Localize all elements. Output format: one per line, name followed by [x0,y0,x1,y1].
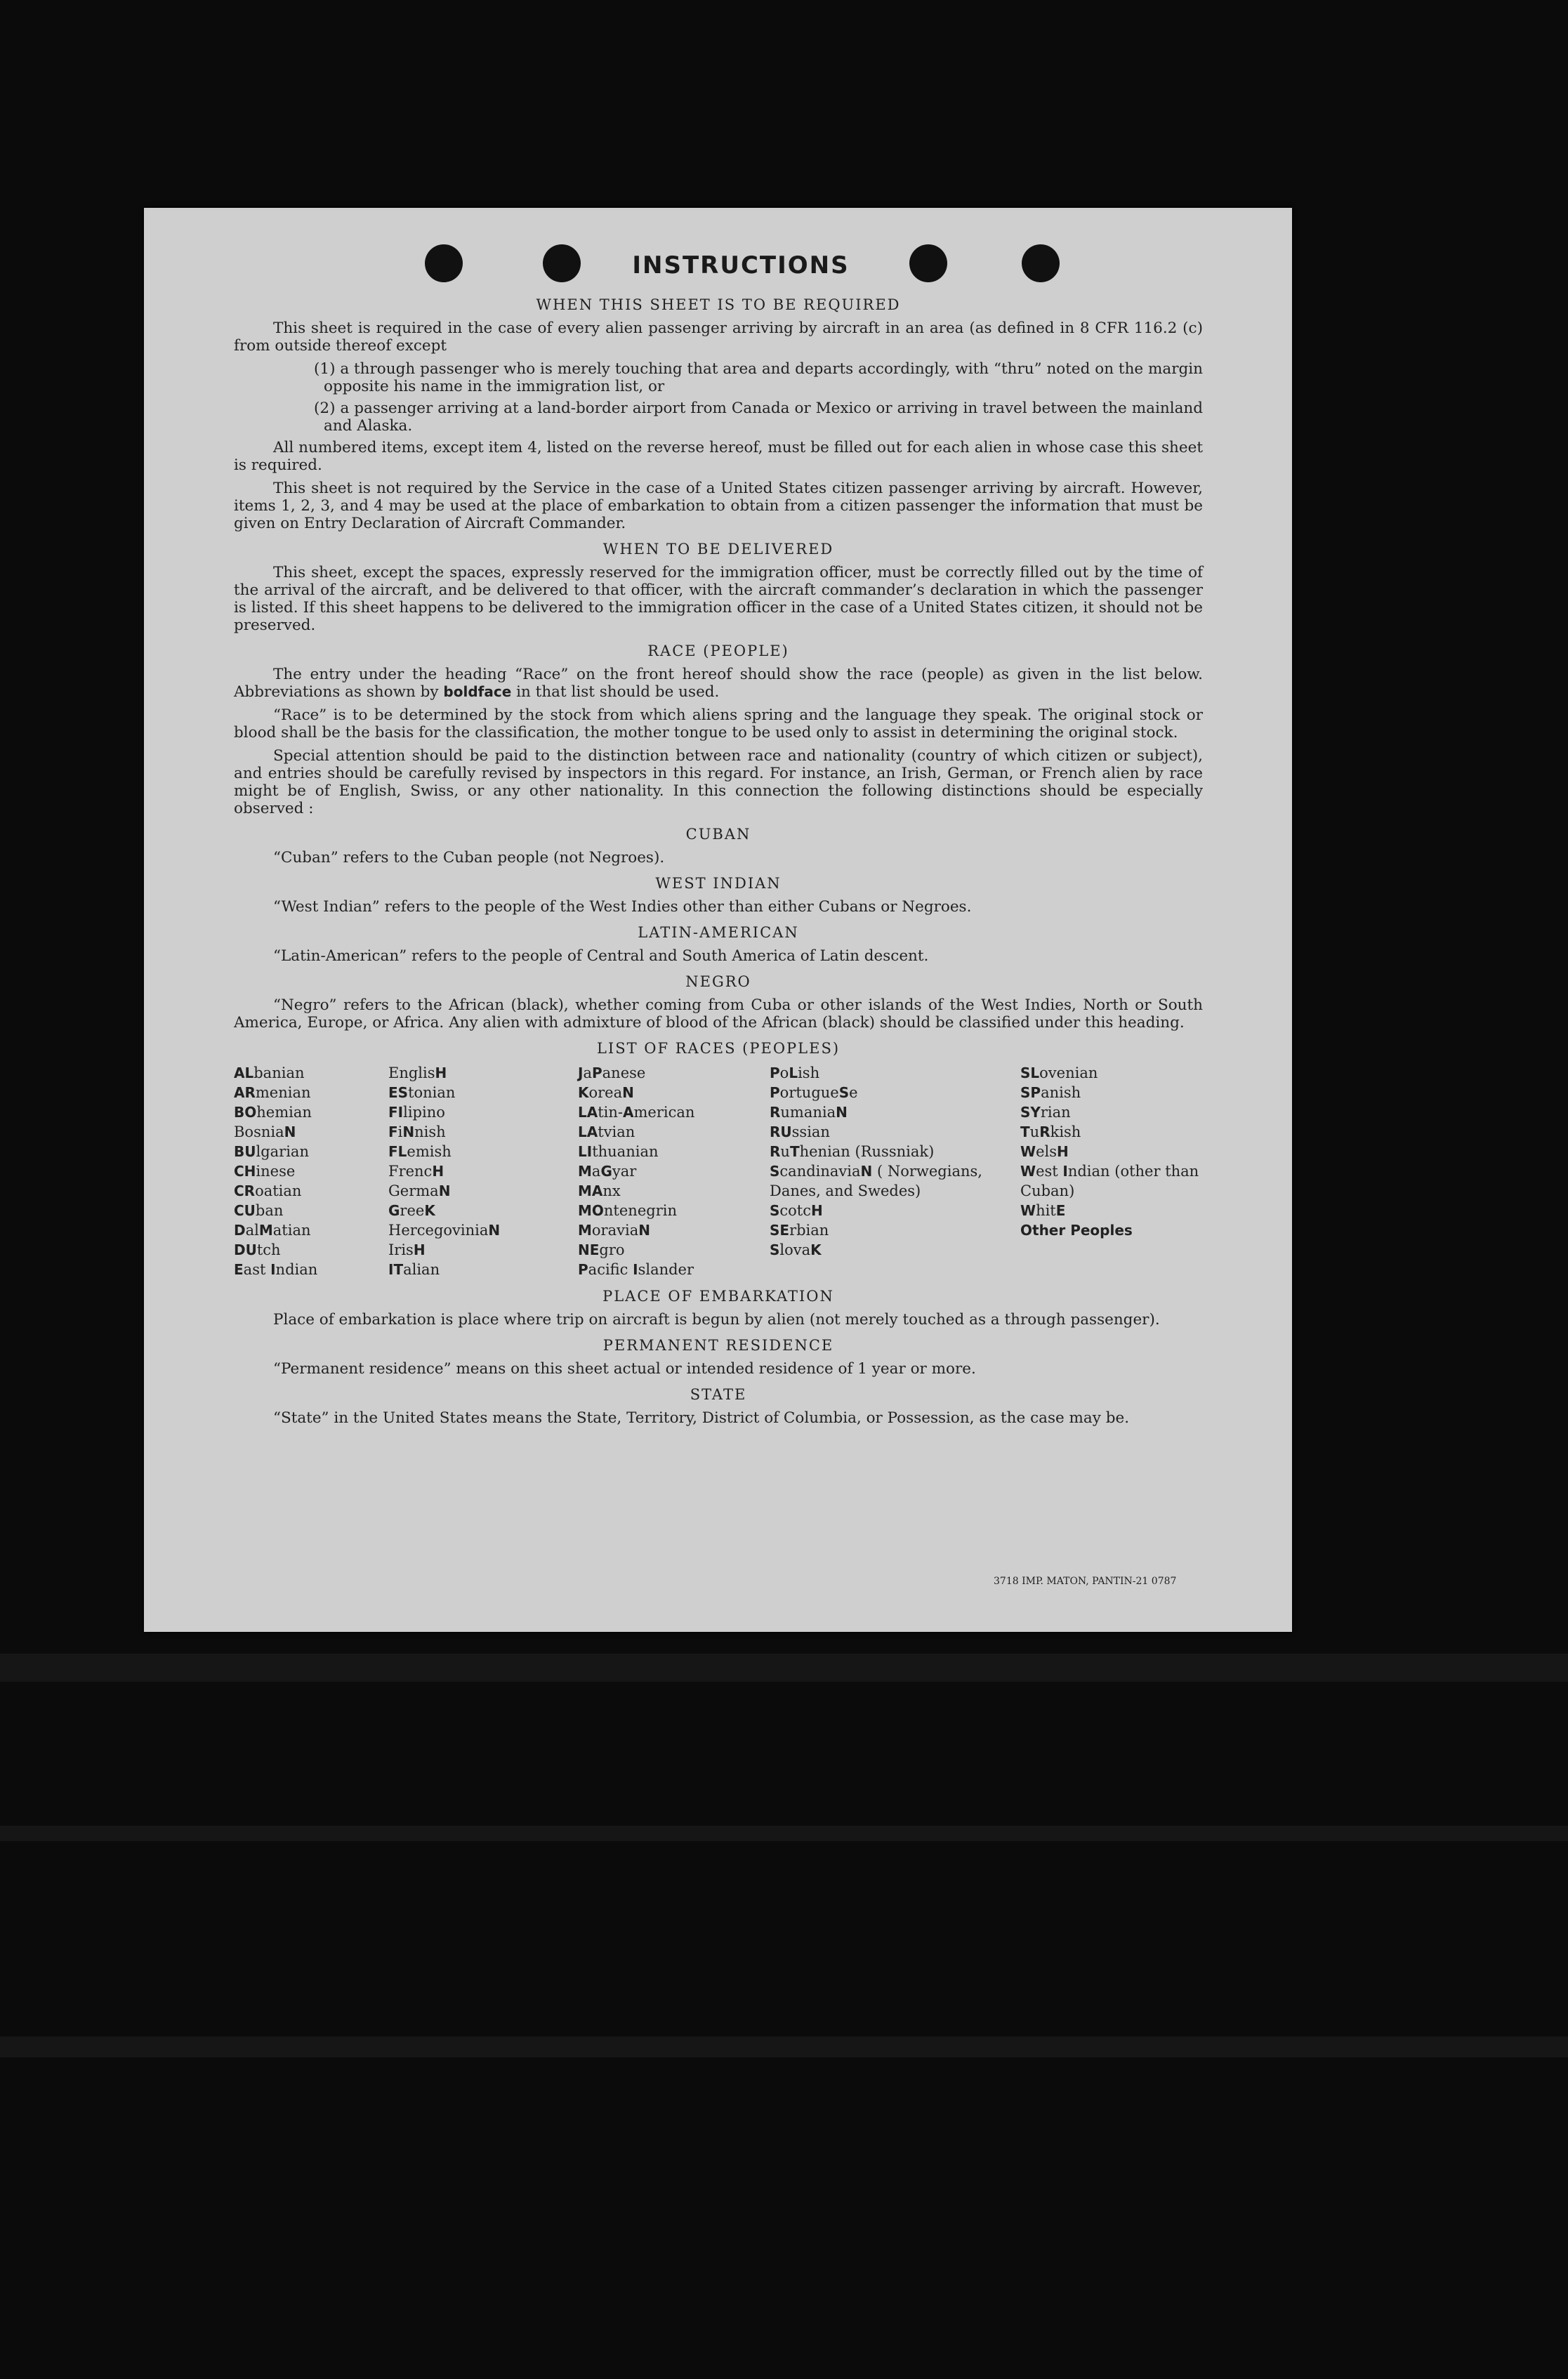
section-heading: WHEN THIS SHEET IS TO BE REQUIRED [536,296,901,313]
race-abbrev: H [432,1163,444,1180]
race-abbrev: MA [578,1182,603,1199]
race-abbrev: BO [234,1104,257,1121]
race-abbrev: T [1020,1123,1030,1140]
race-abbrev: M [578,1222,592,1239]
race-text: lgarian [256,1143,309,1160]
race-text: ntenegrin [603,1202,677,1219]
race-entry [578,1122,770,1142]
race-abbrev: N [488,1222,501,1239]
race-text: nx [602,1182,621,1199]
race-text: thuanian [592,1143,659,1160]
race-text: Germa [388,1182,439,1199]
race-text: yar [612,1163,637,1180]
race-text: hemian [256,1104,312,1121]
race-text: oatian [255,1182,302,1199]
race-abbrev: K [424,1202,435,1219]
printer-imprint: 3718 IMP. MATON, PANTIN-21 0787 [994,1576,1177,1587]
race-text: Iris [388,1241,414,1258]
race-text: alian [403,1261,440,1278]
race-abbrev: K [578,1084,589,1101]
race-text: ree [400,1202,425,1219]
race-text: rian [1040,1104,1071,1121]
race-entry [234,1201,388,1220]
race-entry [770,1102,1020,1122]
race-abbrev: N [836,1104,848,1121]
race-text: e [849,1084,858,1101]
race-entry [770,1240,1020,1260]
race-entry [1020,1201,1203,1220]
race-text: henian (Russniak) [799,1143,935,1160]
race-entry [234,1122,388,1142]
race-column [770,1063,1020,1279]
scan-band [0,2036,1568,2057]
race-column [578,1063,770,1279]
race-entry [1020,1220,1203,1240]
race-entry [234,1102,388,1122]
race-entry [1020,1083,1203,1102]
race-entry [578,1161,770,1181]
race-text: ban [255,1202,284,1219]
race-abbrev: T [789,1143,800,1160]
race-entry [388,1142,578,1161]
race-text: atian [272,1222,311,1239]
race-entry [770,1201,1020,1220]
race-text: cotc [779,1202,812,1219]
race-abbrev: IT [388,1261,404,1278]
section-heading: WHEN TO BE DELIVERED [602,541,834,558]
race-abbrev: H [811,1202,823,1219]
race-abbrev: S [770,1202,780,1219]
race-column [1020,1063,1203,1279]
race-entry [1020,1122,1203,1142]
race-abbrev: I [633,1261,638,1278]
race-entry [770,1063,1020,1083]
race-text: nish [414,1123,446,1140]
scan-band [0,1826,1568,1841]
race-abbrev: G [388,1202,400,1219]
race-text: gro [599,1241,625,1258]
race-abbrev: SP [1020,1084,1041,1101]
race-abbrev: LA [578,1123,598,1140]
race-entry [770,1083,1020,1102]
race-entry [770,1220,1020,1240]
race-abbrev: P [770,1084,780,1101]
race-abbrev: D [234,1222,246,1239]
race-abbrev: N [860,1163,873,1180]
race-entry [234,1181,388,1201]
race-abbrev: CH [234,1163,256,1180]
race-text: slander [638,1261,694,1278]
race-abbrev: E [234,1261,244,1278]
race-entry [234,1240,388,1260]
race-text: inese [256,1163,296,1180]
race-abbrev: CU [234,1202,256,1219]
race-abbrev: LA [578,1104,598,1121]
race-abbrev: S [770,1241,780,1258]
race-entry [1020,1102,1203,1122]
race-text: merican [633,1104,695,1121]
race-abbrev: SL [1020,1065,1040,1081]
race-abbrev: P [578,1261,588,1278]
race-abbrev: SE [770,1222,790,1239]
section-heading: PLACE OF EMBARKATION [602,1288,834,1305]
page-title: INSTRUCTIONS [632,251,850,279]
race-abbrev: N [402,1123,415,1140]
race-abbrev: S [770,1163,780,1180]
section-heading: LATIN-AMERICAN [638,924,799,941]
race-entry [388,1181,578,1201]
race-entry [1020,1142,1203,1161]
race-column [388,1063,578,1279]
race-text: orea [588,1084,623,1101]
paragraph: “Cuban” refers to the Cuban people (not Negroes). [273,849,665,866]
race-entry [388,1161,578,1181]
race-abbrev: CR [234,1182,256,1199]
race-text: i [397,1123,403,1140]
race-text: ast [243,1261,271,1278]
bold-term: boldface [443,683,512,700]
punch-hole [543,244,581,282]
race-text: tch [256,1241,281,1258]
race-entry [388,1063,578,1083]
race-abbrev: RU [770,1123,792,1140]
race-text: Hercegovinia [388,1222,489,1239]
race-entry [578,1201,770,1220]
race-text: tonian [408,1084,456,1101]
punch-hole [425,244,463,282]
paragraph: “Permanent residence” means on this sheet actual or intended residence of 1 year or more. [273,1360,976,1378]
race-text: a [591,1163,601,1180]
race-abbrev: NE [578,1241,600,1258]
race-text: anese [602,1065,646,1081]
race-entry [578,1102,770,1122]
race-entry [388,1240,578,1260]
race-text: banian [253,1065,305,1081]
race-text: els [1036,1143,1057,1160]
race-abbrev: P [770,1065,780,1081]
race-text: acific [588,1261,633,1278]
race-abbrev: DU [234,1241,257,1258]
race-text: u [780,1143,790,1160]
race-entry [388,1083,578,1102]
race-entry [234,1063,388,1083]
race-abbrev: F [388,1123,398,1140]
race-abbrev: H [435,1065,447,1081]
race-entry [578,1142,770,1161]
race-text: ndian (other than Cuban) [1020,1163,1199,1199]
race-entry [234,1142,388,1161]
race-abbrev: S [838,1084,850,1101]
race-abbrev: ES [388,1084,409,1101]
race-entry [578,1220,770,1240]
section-heading: PERMANENT RESIDENCE [602,1337,834,1354]
paragraph: Place of embarkation is place where trip on aircraft is begun by alien (not merely touched as a through passenger). [273,1311,1160,1329]
race-abbrev: N [284,1123,296,1140]
race-abbrev: L [789,1065,798,1081]
race-entry [578,1260,770,1279]
race-text: umania [780,1104,836,1121]
instructions-body [234,288,1203,1432]
section-heading: WEST INDIAN [655,875,782,892]
race-abbrev: R [770,1143,781,1160]
race-entry [388,1122,578,1142]
race-text: Frenc [388,1163,433,1180]
section-heading: RACE (PEOPLE) [647,642,789,659]
exception-item: (1) a through passenger who is merely touching that area and departs accordingly, with “thru” noted on the margin opposite his name in the immigration list, or [314,360,1203,395]
section-heading: LIST OF RACES (PEOPLES) [596,1040,841,1057]
race-text: hit [1036,1202,1056,1219]
exception-item: (2) a passenger arriving at a land-border airport from Canada or Mexico or arriving in travel between the mainland and Alaska. [314,400,1203,435]
race-text: ( Norwegians, Danes, and Swedes) [770,1163,982,1199]
race-abbrev: AL [234,1065,254,1081]
race-entry [388,1102,578,1122]
text-run: in that list should be used. [516,683,720,701]
race-text: Englis [388,1065,435,1081]
race-text: lova [779,1241,811,1258]
race-abbrev: R [1039,1123,1050,1140]
race-abbrev: G [600,1163,612,1180]
race-entry [770,1161,1020,1201]
race-text: anish [1041,1084,1081,1101]
paragraph: This sheet, except the spaces, expressly reserved for the immigration officer, must be correctly filled out by the time of the arrival of the aircraft, and be delivered to that officer, with the aircraft commander’s declaration in which the passenger is listed. If this sheet happens to be delivered to the immigration officer in the case of a United States citizen, it should not be preserved. [234,564,1203,634]
race-text: rbian [789,1222,829,1239]
race-text: est [1036,1163,1063,1180]
paragraph: “Latin-American” refers to the people of Central and South America of Latin descent. [273,947,929,965]
race-abbrev: FL [388,1143,407,1160]
section-heading: NEGRO [685,973,751,990]
race-abbrev: I [270,1261,276,1278]
race-entry [770,1142,1020,1161]
race-abbrev: R [770,1104,781,1121]
race-entry [578,1083,770,1102]
race-abbrev: M [578,1163,592,1180]
race-entry [578,1181,770,1201]
race-abbrev: N [638,1222,650,1239]
race-abbrev: LI [578,1143,593,1160]
race-entry [388,1260,578,1279]
race-entry [578,1063,770,1083]
race-text: tvian [598,1123,635,1140]
race-text: u [1029,1123,1040,1140]
race-abbrev: M [258,1222,273,1239]
race-abbrev: W [1020,1202,1036,1219]
race-entry [1020,1063,1203,1083]
race-entry [234,1260,388,1279]
race-entry [388,1201,578,1220]
punch-hole [909,244,947,282]
race-abbrev: H [413,1241,426,1258]
race-abbrev: E [1055,1202,1066,1219]
race-abbrev: K [810,1241,822,1258]
section-heading: CUBAN [685,826,751,843]
section-heading: STATE [690,1386,747,1403]
paragraph: “West Indian” refers to the people of the West Indies other than either Cubans or Negroes. [273,898,972,916]
paragraph: “State” in the United States means the State, Territory, District of Columbia, or Possession, as the case may be. [273,1409,1130,1427]
race-abbrev: A [623,1104,634,1121]
race-entry [234,1083,388,1102]
race-entry [1020,1161,1203,1201]
race-entry [234,1161,388,1181]
race-text: oravia [591,1222,639,1239]
race-text: al [245,1222,259,1239]
paragraph: “Negro” refers to the African (black), whether coming from Cuba or other islands of the West Indies, North or South America, Europe, or Africa. Any alien with admixture of blood of the African (black) should be classified under this heading. [234,996,1203,1032]
race-column [234,1063,388,1279]
race-abbrev: P [591,1065,602,1081]
race-text: ssian [791,1123,830,1140]
paragraph: Special attention should be paid to the distinction between race and nationality (country of which citizen or subject), and entries should be carefully revised by inspectors in this regard. For instance, an Irish, German, or French alien by race might be of English, Swiss, or any other nationality. In this connection the following distinctions should be especially observed : [234,747,1203,817]
paragraph: This sheet is required in the case of every alien passenger arriving by aircraft in an area (as defined in 8 CFR 116.2 (c) from outside thereof except [234,319,1203,355]
race-entry [578,1240,770,1260]
race-abbrev: MO [578,1202,604,1219]
race-abbrev: BU [234,1143,256,1160]
race-text: kish [1050,1123,1081,1140]
race-text: ish [798,1065,820,1081]
paragraph: This sheet is not required by the Service in the case of a United States citizen passenger arriving by aircraft. However, items 1, 2, 3, and 4 may be used at the place of embarkation to obtain from a citizen passenger the information that must be given on Entry Declaration of Aircraft Commander. [234,480,1203,532]
race-list [234,1063,1203,1279]
instruction-sheet [144,208,1292,1632]
race-abbrev: I [1062,1163,1068,1180]
race-abbrev: AR [234,1084,256,1101]
race-text: ovenian [1039,1065,1098,1081]
race-abbrev: J [578,1065,584,1081]
race-abbrev: N [438,1182,451,1199]
race-text: Bosnia [234,1123,284,1140]
paragraph: “Race” is to be determined by the stock from which aliens spring and the language they speak. The original stock or blood shall be the basis for the classification, the mother tongue to be used only to assist in determining the original stock. [234,706,1203,742]
paragraph [234,666,1203,701]
race-abbrev: SY [1020,1104,1041,1121]
scan-band [0,1654,1568,1682]
race-text: menian [255,1084,311,1101]
race-text: candinavia [779,1163,861,1180]
race-text: lipino [403,1104,445,1121]
race-entry [388,1220,578,1240]
race-entry [234,1220,388,1240]
race-abbrev: Other Peoples [1020,1222,1133,1239]
race-abbrev: W [1020,1143,1036,1160]
race-abbrev: N [622,1084,634,1101]
paragraph: All numbered items, except item 4, listed on the reverse hereof, must be filled out for each alien in whose case this sheet is required. [234,439,1203,474]
race-text: o [779,1065,789,1081]
race-text: a [583,1065,592,1081]
text-run: The entry under the heading “Race” on the front hereof should show the race (people) as given in the list below. Abbreviations as shown by [234,666,1203,701]
race-abbrev: H [1056,1143,1069,1160]
punch-hole [1022,244,1060,282]
race-abbrev: FI [388,1104,404,1121]
race-text: ndian [275,1261,318,1278]
race-abbrev: W [1020,1163,1036,1180]
race-text: ortugue [779,1084,839,1101]
race-entry [770,1122,1020,1142]
race-text: tin- [598,1104,624,1121]
race-text: emish [407,1143,452,1160]
